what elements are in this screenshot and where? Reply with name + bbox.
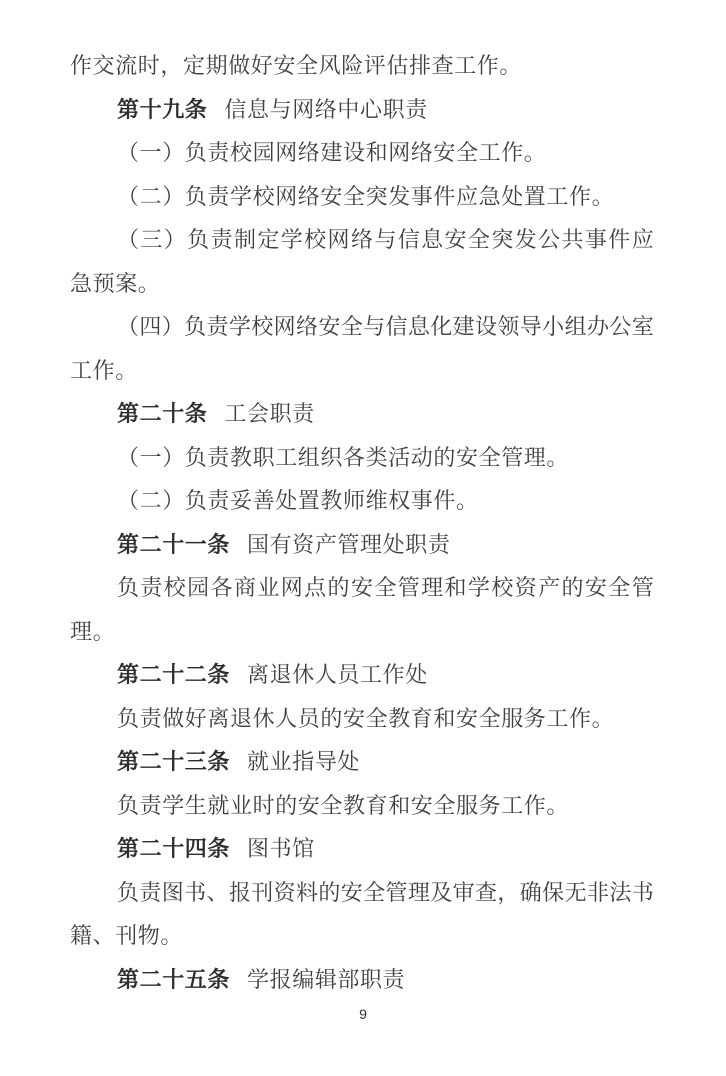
article-heading-21 bbox=[70, 523, 654, 567]
article-heading-19 bbox=[70, 88, 654, 132]
article-title: 国有资产管理处职责 bbox=[247, 531, 451, 557]
text-line: 负责学生就业时的安全教育和安全服务工作。 bbox=[117, 792, 570, 818]
page-number: 9 bbox=[359, 1006, 367, 1022]
article-title: 信息与网络中心职责 bbox=[224, 96, 428, 122]
text-line: 作交流时，定期做好安全风险评估排查工作。 bbox=[70, 53, 523, 78]
article-number: 第二十三条 bbox=[117, 749, 231, 774]
article-heading-25 bbox=[70, 958, 654, 1002]
article-title: 工会职责 bbox=[224, 401, 315, 426]
text-line: 负责做好离退休人员的安全教育和安全服务工作。 bbox=[117, 705, 615, 731]
text-line: 急预案。 bbox=[70, 270, 161, 296]
list-item-line: （一）负责校园网络建设和网络安全工作。 bbox=[117, 140, 547, 165]
text-block bbox=[70, 44, 654, 1001]
article-heading-24 bbox=[70, 827, 654, 871]
article-title: 就业指导处 bbox=[247, 749, 361, 774]
list-item-line: （一）负责教职工组织各类活动的安全管理。 bbox=[117, 444, 570, 470]
article-number: 第二十一条 bbox=[117, 531, 231, 557]
list-item-line: （四）负责学校网络安全与信息化建设领导小组办公室 bbox=[117, 314, 654, 339]
text-line: 理。 bbox=[70, 618, 116, 644]
article-number: 第二十条 bbox=[117, 401, 208, 426]
list-item-line: （三）负责制定学校网络与信息安全突发公共事件应 bbox=[117, 227, 654, 252]
text-line: 工作。 bbox=[70, 357, 138, 383]
article-heading-23 bbox=[70, 740, 654, 784]
article-number: 第二十二条 bbox=[117, 662, 231, 687]
list-item-line: （二）负责学校网络安全突发事件应急处置工作。 bbox=[117, 183, 615, 209]
article-title: 离退休人员工作处 bbox=[247, 662, 428, 687]
article-title: 学报编辑部职责 bbox=[247, 966, 406, 992]
article-number: 第二十四条 bbox=[117, 836, 231, 861]
article-number: 第二十五条 bbox=[117, 966, 231, 992]
article-heading-20 bbox=[70, 392, 654, 436]
article-number: 第十九条 bbox=[117, 96, 208, 122]
text-line: 籍、刊物。 bbox=[70, 923, 184, 948]
text-line: 负责图书、报刊资料的安全管理及审查，确保无非法书 bbox=[117, 879, 654, 905]
article-heading-22 bbox=[70, 653, 654, 697]
article-title: 图书馆 bbox=[247, 836, 315, 861]
list-item-line: （二）负责妥善处置教师维权事件。 bbox=[117, 488, 479, 513]
text-line: 负责校园各商业网点的安全管理和学校资产的安全管 bbox=[117, 575, 654, 600]
